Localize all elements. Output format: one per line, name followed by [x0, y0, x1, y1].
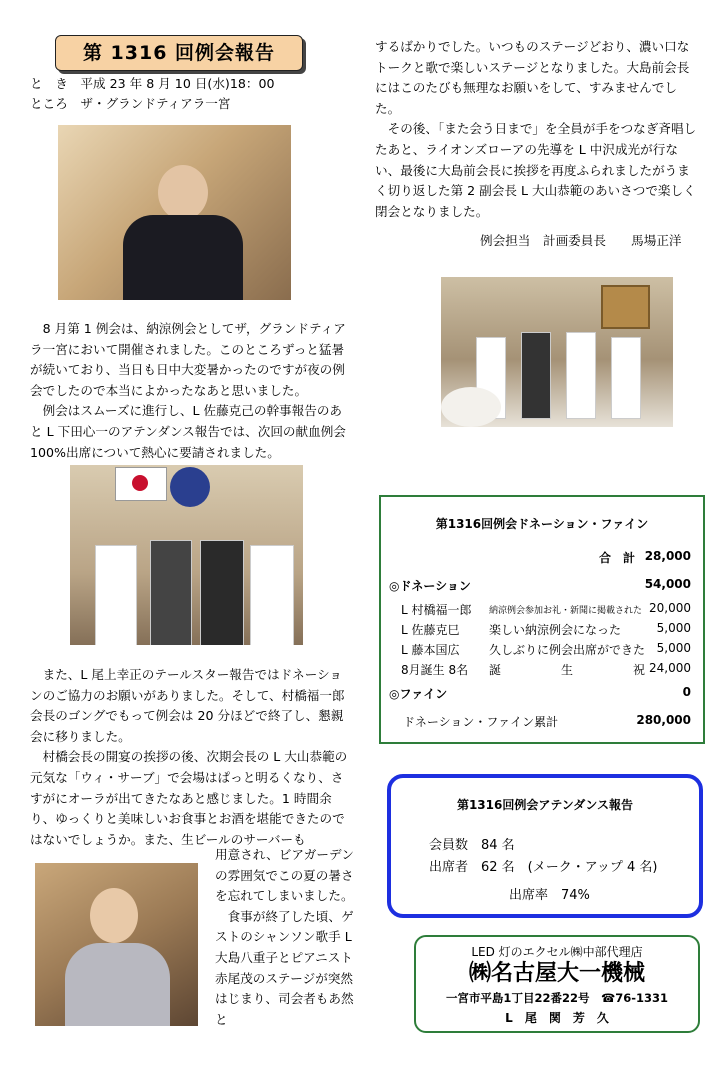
place-line: ところ ザ・グランドティアラ一宮	[30, 96, 231, 111]
paragraph: また、L 尾上幸正のテールスター報告ではドネーションのご協力のお願いがありました。そして、村橋福一郎会長のゴングでもって例会は 20 分ほどで終了し、懇親会に移りました。	[30, 667, 345, 744]
present-count: 出席者 62 名 (メーク・アップ 4 名)	[429, 860, 658, 875]
singer-photo	[35, 863, 198, 1026]
fine-value: 0	[682, 685, 691, 699]
paragraph: するばかりでした。いつものステージどおり、濃い口なトークと歌で楽しいステージとなりました。大島前会長にはこのたびも無理なお願いをして、すみませんでした。	[375, 39, 690, 116]
cumulative-label: ドネーション・ファイン累計	[403, 715, 559, 729]
date-line: と き 平成 23 年 8 月 10 日(水)18：00	[30, 76, 275, 91]
paragraph: 食事が終了した頃、ゲストのシャンソン歌手 L 大島八重子とピアニスト赤尾茂のステージが突然はじまり、司会者もあ然と	[215, 908, 354, 1027]
fine-label: ◎ファイン	[389, 687, 448, 701]
donation-label: ◎ドネーション	[389, 579, 471, 593]
speaker-photo	[58, 125, 291, 300]
attendance-heading: 第1316回例会アテンダンス報告	[456, 798, 634, 812]
report-title: 第 1316 回例会報告	[55, 35, 303, 71]
entry-reason: 楽しい納涼例会になった	[489, 623, 622, 637]
sponsor-ad	[414, 935, 700, 1033]
paragraph: 村橋会長の開宴の挨拶の後、次期会長の L 大山恭範の元気な「ウィ・サーブ」で会場はぱっと明るくなり、さすがにオーラが出てきたなあと感じました。1 時間余り、ゆっくりと美味しいお食事とお酒を堪能できたのではないでしょうか。また、生ビールのサーバーも	[30, 749, 348, 847]
ad-address: 一宮市平島1丁目22番22号 ☎76-1331	[445, 991, 669, 1005]
entry-name: L 佐藤克巳	[401, 623, 460, 637]
entry-amount: 20,000	[649, 601, 691, 615]
donation-value: 54,000	[644, 577, 691, 591]
paragraph: 例会はスムーズに進行し、L 佐藤克己の幹事報告のあと L 下田心一のアテンダンス報告では、次回の献血例会 100%出席について熱心に要請されました。	[30, 403, 346, 460]
members-count: 会員数 84 名	[429, 838, 515, 853]
group-cheer-photo	[70, 465, 303, 645]
left-text-1	[30, 319, 352, 463]
hands-joined-photo	[441, 277, 673, 427]
entry-amount: 5,000	[656, 621, 691, 635]
entry-amount: 24,000	[649, 661, 691, 675]
donation-heading: 第1316回例会ドネーション・ファイン	[435, 517, 649, 531]
attendance-rate: 出席率 74%	[509, 888, 590, 903]
entry-reason: 納涼例会参加お礼・新聞に掲載された	[489, 606, 643, 616]
ad-tagline: LED 灯のエクセル㈱中部代理店	[471, 945, 643, 959]
entry-reason: 誕 生 祝	[489, 663, 646, 677]
total-value: 28,000	[644, 549, 691, 563]
entry-amount: 5,000	[656, 641, 691, 655]
entry-name: L 藤本国広	[401, 643, 460, 657]
paragraph: その後、「また会う日まで」を全員が手をつなぎ斉唱したあと、ライオンズローアの先導を L 中沢成光が行ない、最後に大島前会長に挨拶を再度ふられましたがうまく切り返した第 2 副会長 L 大山恭範のあいさつで楽しく閉会となりました。	[375, 121, 697, 219]
total-label: 合 計	[599, 551, 636, 565]
right-text	[375, 37, 697, 222]
entry-name: 8月誕生 8名	[401, 663, 469, 677]
left-text-3	[215, 845, 355, 1030]
entry-name: L 村橋福一郎	[401, 603, 472, 617]
attendance-box	[387, 774, 703, 918]
donation-fine-box	[379, 495, 705, 744]
entry-reason: 久しぶりに例会出席ができた	[489, 643, 646, 657]
cumulative-value: 280,000	[636, 713, 691, 727]
ad-person: L 尾 関 芳 久	[505, 1011, 609, 1025]
paragraph: 用意され、ビアガーデンの雰囲気でこの夏の暑さを忘れてしまいました。	[215, 847, 354, 904]
ad-company: ㈱名古屋大一機械	[468, 961, 645, 986]
signature: 例会担当 計画委員長 馬場正洋	[480, 233, 682, 248]
left-text-2	[30, 665, 352, 850]
paragraph: 8 月第 1 例会は、納涼例会としてザ，グランドティアラ一宮において開催されました。このところずっと猛暑が続いており、当日も日中大変暑かったのですが夜の例会でしたので本当によかったなあと思いました。	[30, 321, 346, 398]
